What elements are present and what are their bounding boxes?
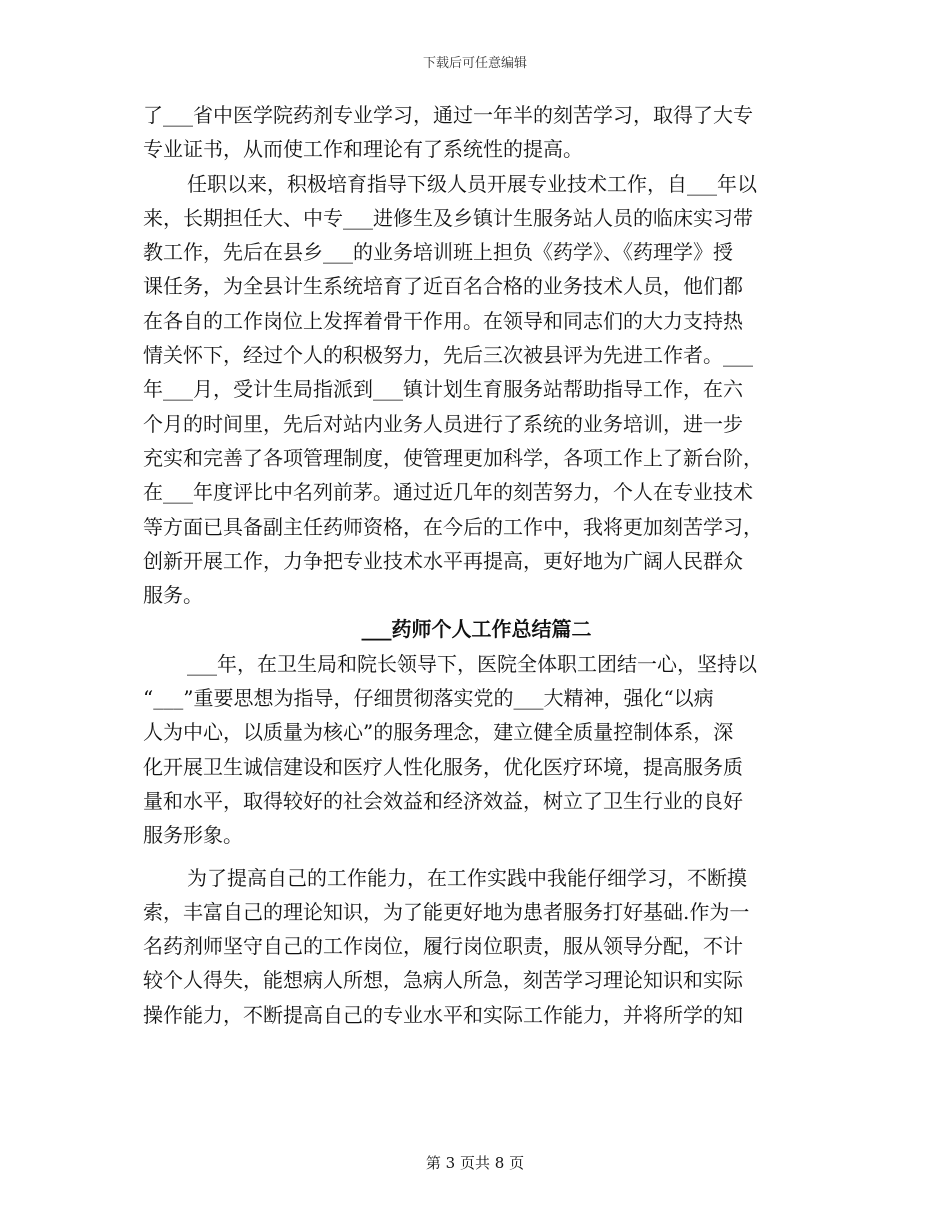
page-footer: 第 3 页共 8 页 [425, 1154, 525, 1172]
text-line: 任职以来，积极培育指导下级人员开展专业技术工作，自___年以 [187, 171, 757, 196]
text-line: 服务。 [143, 583, 203, 608]
text-line: 索，丰富自己的理论知识，为了能更好地为患者服务打好基础.作为一 [143, 899, 750, 924]
text-line: 了___省中医学院药剂专业学习，通过一年半的刻苦学习，取得了大专 [143, 103, 753, 127]
text-line: 充实和完善了各项管理制度，使管理更加科学，各项工作上了新台阶， [143, 445, 763, 470]
text-line: 专业证书，从而使工作和理论有了系统性的提高。 [143, 137, 583, 162]
text-line: 个月的时间里，先后对站内业务人员进行了系统的业务培训，进一步 [143, 411, 743, 436]
paragraph-appointment [143, 167, 810, 613]
paragraph-work-ability [143, 861, 810, 1032]
text-line: ___年，在卫生局和院长领导下，医院全体职工团结一心，坚持以 [187, 651, 757, 676]
paragraph-continuation [143, 98, 810, 167]
text-line: 为了提高自己的工作能力，在工作实践中我能仔细学习，不断摸 [187, 865, 747, 890]
text-line: 教工作，先后在县乡___的业务培训班上担负《药学》、《药理学》授 [143, 240, 733, 265]
text-line: 操作能力，不断提高自己的专业水平和实际工作能力，并将所学的知 [143, 1002, 743, 1027]
text-line: 来，长期担任大、中专___进修生及乡镇计生服务站人员的临床实习带 [143, 205, 753, 230]
paragraph-hospital-year [143, 647, 810, 853]
text-line: “___”重要思想为指导，仔细贯彻落实党的___大精神，强化“以病 [143, 686, 714, 711]
text-line: 在___年度评比中名列前茅。通过近几年的刻苦努力，个人在专业技术 [143, 480, 753, 505]
text-line: 服务形象。 [143, 823, 243, 848]
text-line: 人为中心，以质量为核心”的服务理念，建立健全质量控制体系，深 [143, 720, 734, 745]
section-title: ___药师个人工作总结篇二 [361, 617, 592, 642]
text-line: 化开展卫生诚信建设和医疗人性化服务，优化医疗环境，提高服务质 [143, 754, 743, 779]
document-body [143, 98, 810, 1032]
text-line: 情关怀下，经过个人的积极努力，先后三次被县评为先进工作者。___ [143, 343, 753, 368]
page-header: 下载后可任意编辑 [422, 56, 527, 71]
text-line: 等方面已具备副主任药师资格，在今后的工作中，我将更加刻苦学习， [143, 514, 763, 539]
text-line: 较个人得失，能想病人所想，急病人所急，刻苦学习理论知识和实际 [143, 968, 743, 993]
text-line: 创新开展工作，力争把专业技术水平再提高，更好地为广阔人民群众 [143, 548, 743, 573]
text-line: 在各自的工作岗位上发挥着骨干作用。在领导和同志们的大力支持热 [143, 308, 743, 333]
text-line: 年___月，受计生局指派到___镇计划生育服务站帮助指导工作，在六 [143, 377, 743, 402]
text-line: 量和水平，取得较好的社会效益和经济效益，树立了卫生行业的良好 [143, 788, 743, 813]
text-line: 课任务，为全县计生系统培育了近百名合格的业务技术人员，他们都 [143, 274, 743, 299]
text-line: 名药剂师坚守自己的工作岗位，履行岗位职责，服从领导分配，不计 [143, 934, 743, 959]
